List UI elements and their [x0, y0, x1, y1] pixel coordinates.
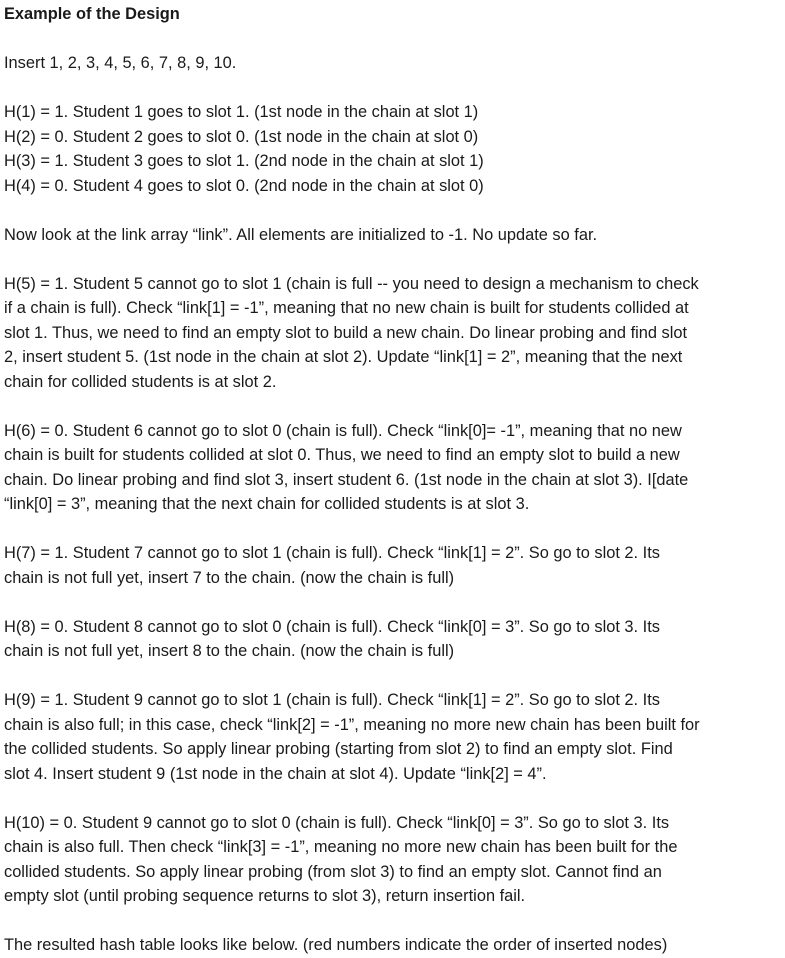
- text-line: H(5) = 1. Student 5 cannot go to slot 1 (chain is full -- you need to design a mechanism to check: [4, 274, 699, 293]
- text-line: H(4) = 0. Student 4 goes to slot 0. (2nd node in the chain at slot 0): [4, 176, 484, 195]
- text-line: empty slot (until probing sequence returns to slot 3), return insertion fail.: [4, 887, 526, 905]
- text-line: slot 4. Insert student 9 (1st node in the chain at slot 4). Update “link[2] = 4”.: [4, 764, 547, 783]
- paragraph-h5: [4, 272, 785, 395]
- heading: Example of the Design: [4, 5, 180, 23]
- text-line: H(6) = 0. Student 6 cannot go to slot 0 (chain is full). Check “link[0]= -1”, meaning that no new: [4, 421, 682, 440]
- text-line: if a chain is full). Check “link[1] = -1”, meaning that no new chain is built for students collided at: [4, 299, 689, 317]
- text-line: H(9) = 1. Student 9 cannot go to slot 1 (chain is full). Check “link[1] = 2”. So go to slot 2. Its: [4, 691, 660, 709]
- paragraph-h6: [4, 419, 785, 517]
- text-line: The resulted hash table looks like below. (red numbers indicate the order of inserted nodes): [4, 936, 668, 954]
- text-line: “link[0] = 3”, meaning that the next chain for collided students is at slot 3.: [4, 495, 530, 513]
- paragraph-link-array: [4, 223, 785, 248]
- text-line: H(10) = 0. Student 9 cannot go to slot 0 (chain is full). Check “link[0] = 3”. So go to slot 3. Its: [4, 813, 670, 832]
- paragraph-h8: [4, 615, 785, 664]
- paragraph-result: [4, 933, 785, 958]
- text-line: collided students. So apply linear probing (from slot 3) to find an empty slot. Cannot find an: [4, 862, 662, 881]
- paragraph-h7: [4, 541, 785, 590]
- paragraph-insert-sequence: [4, 51, 785, 76]
- text-line: Insert 1, 2, 3, 4, 5, 6, 7, 8, 9, 10.: [4, 54, 237, 72]
- paragraph-h10: [4, 811, 785, 909]
- text-line: chain for collided students is at slot 2.: [4, 372, 277, 391]
- text-line: chain is not full yet, insert 8 to the chain. (now the chain is full): [4, 642, 455, 660]
- text-line: chain is also full. Then check “link[3] = -1”, meaning no more new chain has been built for the: [4, 838, 678, 856]
- paragraph-initial-inserts: [4, 100, 785, 198]
- text-line: the collided students. So apply linear probing (starting from slot 2) to find an empty slot. Find: [4, 740, 673, 758]
- text-line: Now look at the link array “link”. All elements are initialized to -1. No update so far.: [4, 225, 598, 244]
- paragraph-h9: [4, 688, 785, 786]
- text-line: chain is also full; in this case, check “link[2] = -1”, meaning no more new chain has been built for: [4, 715, 700, 734]
- text-line: H(2) = 0. Student 2 goes to slot 0. (1st node in the chain at slot 0): [4, 127, 479, 146]
- text-line: H(3) = 1. Student 3 goes to slot 1. (2nd node in the chain at slot 1): [4, 152, 484, 170]
- text-line: H(1) = 1. Student 1 goes to slot 1. (1st node in the chain at slot 1): [4, 103, 479, 121]
- text-line: H(8) = 0. Student 8 cannot go to slot 0 (chain is full). Check “link[0] = 3”. So go to slot 3. Its: [4, 617, 660, 636]
- text-line: H(7) = 1. Student 7 cannot go to slot 1 (chain is full). Check “link[1] = 2”. So go to slot 2. Its: [4, 544, 660, 562]
- text-line: chain. Do linear probing and find slot 3, insert student 6. (1st node in the chain at slot 3). I[date: [4, 470, 689, 489]
- text-line: chain is not full yet, insert 7 to the chain. (now the chain is full): [4, 568, 455, 587]
- text-line: 2, insert student 5. (1st node in the chain at slot 2). Update “link[1] = 2”, meaning that the next: [4, 348, 683, 366]
- text-line: chain is built for students collided at slot 0. Thus, we need to find an empty slot to build a new: [4, 446, 680, 464]
- text-line: slot 1. Thus, we need to find an empty slot to build a new chain. Do linear probing and find slot: [4, 323, 688, 342]
